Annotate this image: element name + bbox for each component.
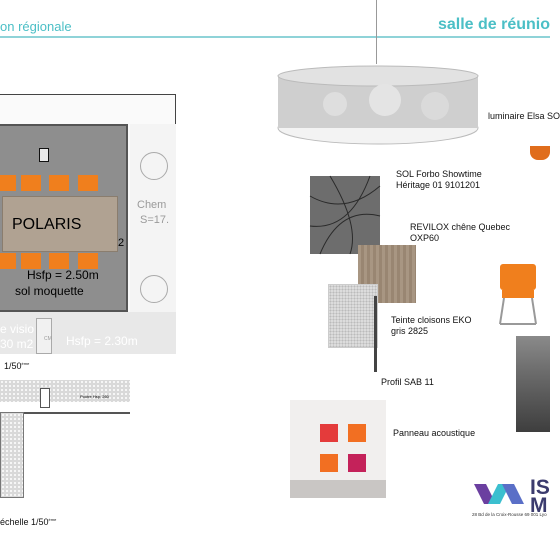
company-name-line1: IS [530,476,550,499]
page-title: salle de réunio [437,16,550,33]
door-swing-icon [140,152,168,180]
neighbor-room-area: S=17. [140,214,170,226]
acoustic-panel [320,424,338,442]
orange-lamp-image [530,146,550,160]
chair [78,175,98,191]
acoustic-panel [348,454,366,472]
chair [78,253,98,269]
chair [0,175,16,191]
section-scale-caption: échelle 1/50ème [0,517,57,527]
door-swing-icon [140,275,168,303]
company-logo-icon [472,480,528,508]
acoustic-panel-photo [290,400,386,498]
wood-caption-2: OXP60 [410,233,440,243]
acoustic-panel [320,454,338,472]
chair [49,253,69,269]
meeting-room-photo [516,336,550,432]
room-number: 2 [118,237,125,249]
pendant-luminaire-image [275,64,481,146]
partition-caption-1: Teinte cloisons EKO [391,315,472,325]
door-tag: CM [44,336,52,342]
visio-room-area: 30 m2 [0,337,34,351]
profile-caption: Profil SAB 11 [381,377,434,387]
company-name-line2: M [530,494,548,517]
profile-sample-image [374,296,377,372]
floor-caption-2: Héritage 01 9101201 [396,180,481,190]
wood-caption-1: REVILOX chêne Quebec [410,222,511,232]
lower-zone-height: Hsfp = 2.30m [66,334,138,348]
chair [0,253,16,269]
room-name: POLARIS [12,216,82,233]
section-detail [40,388,50,408]
partition-sample-image [328,284,378,348]
partition-caption-2: gris 2825 [391,326,429,336]
chair [49,175,69,191]
beam-label: Poutre Hsp: 260 [80,394,109,399]
floor-caption-1: SOL Forbo Showtime [396,169,482,179]
header-divider [0,36,550,38]
acoustic-caption: Panneau acoustique [393,428,476,438]
neighbor-room-label: Chem [137,199,167,211]
chair [21,253,41,269]
ceiling-height-label: Hsfp = 2.50m [27,268,99,282]
section-slab [0,380,130,402]
desk-area [290,480,386,498]
floor-type-label: sol moquette [15,284,84,298]
company-address: 28 Bd de la Croix-Rousse 69 001 Lyo [472,512,547,517]
plan-scale-caption: 1/50ème [4,361,30,371]
suspension-cable [376,0,377,64]
floor-sample-image [310,176,380,254]
projector-icon [39,148,49,162]
chair [21,175,41,191]
visio-room-label: e visio [0,322,35,336]
acoustic-panel [348,424,366,442]
page-subtitle: on régionale [0,19,72,34]
luminaire-caption: luminaire Elsa SO [488,111,560,121]
chair-image [494,262,542,326]
section-wall [0,412,24,498]
